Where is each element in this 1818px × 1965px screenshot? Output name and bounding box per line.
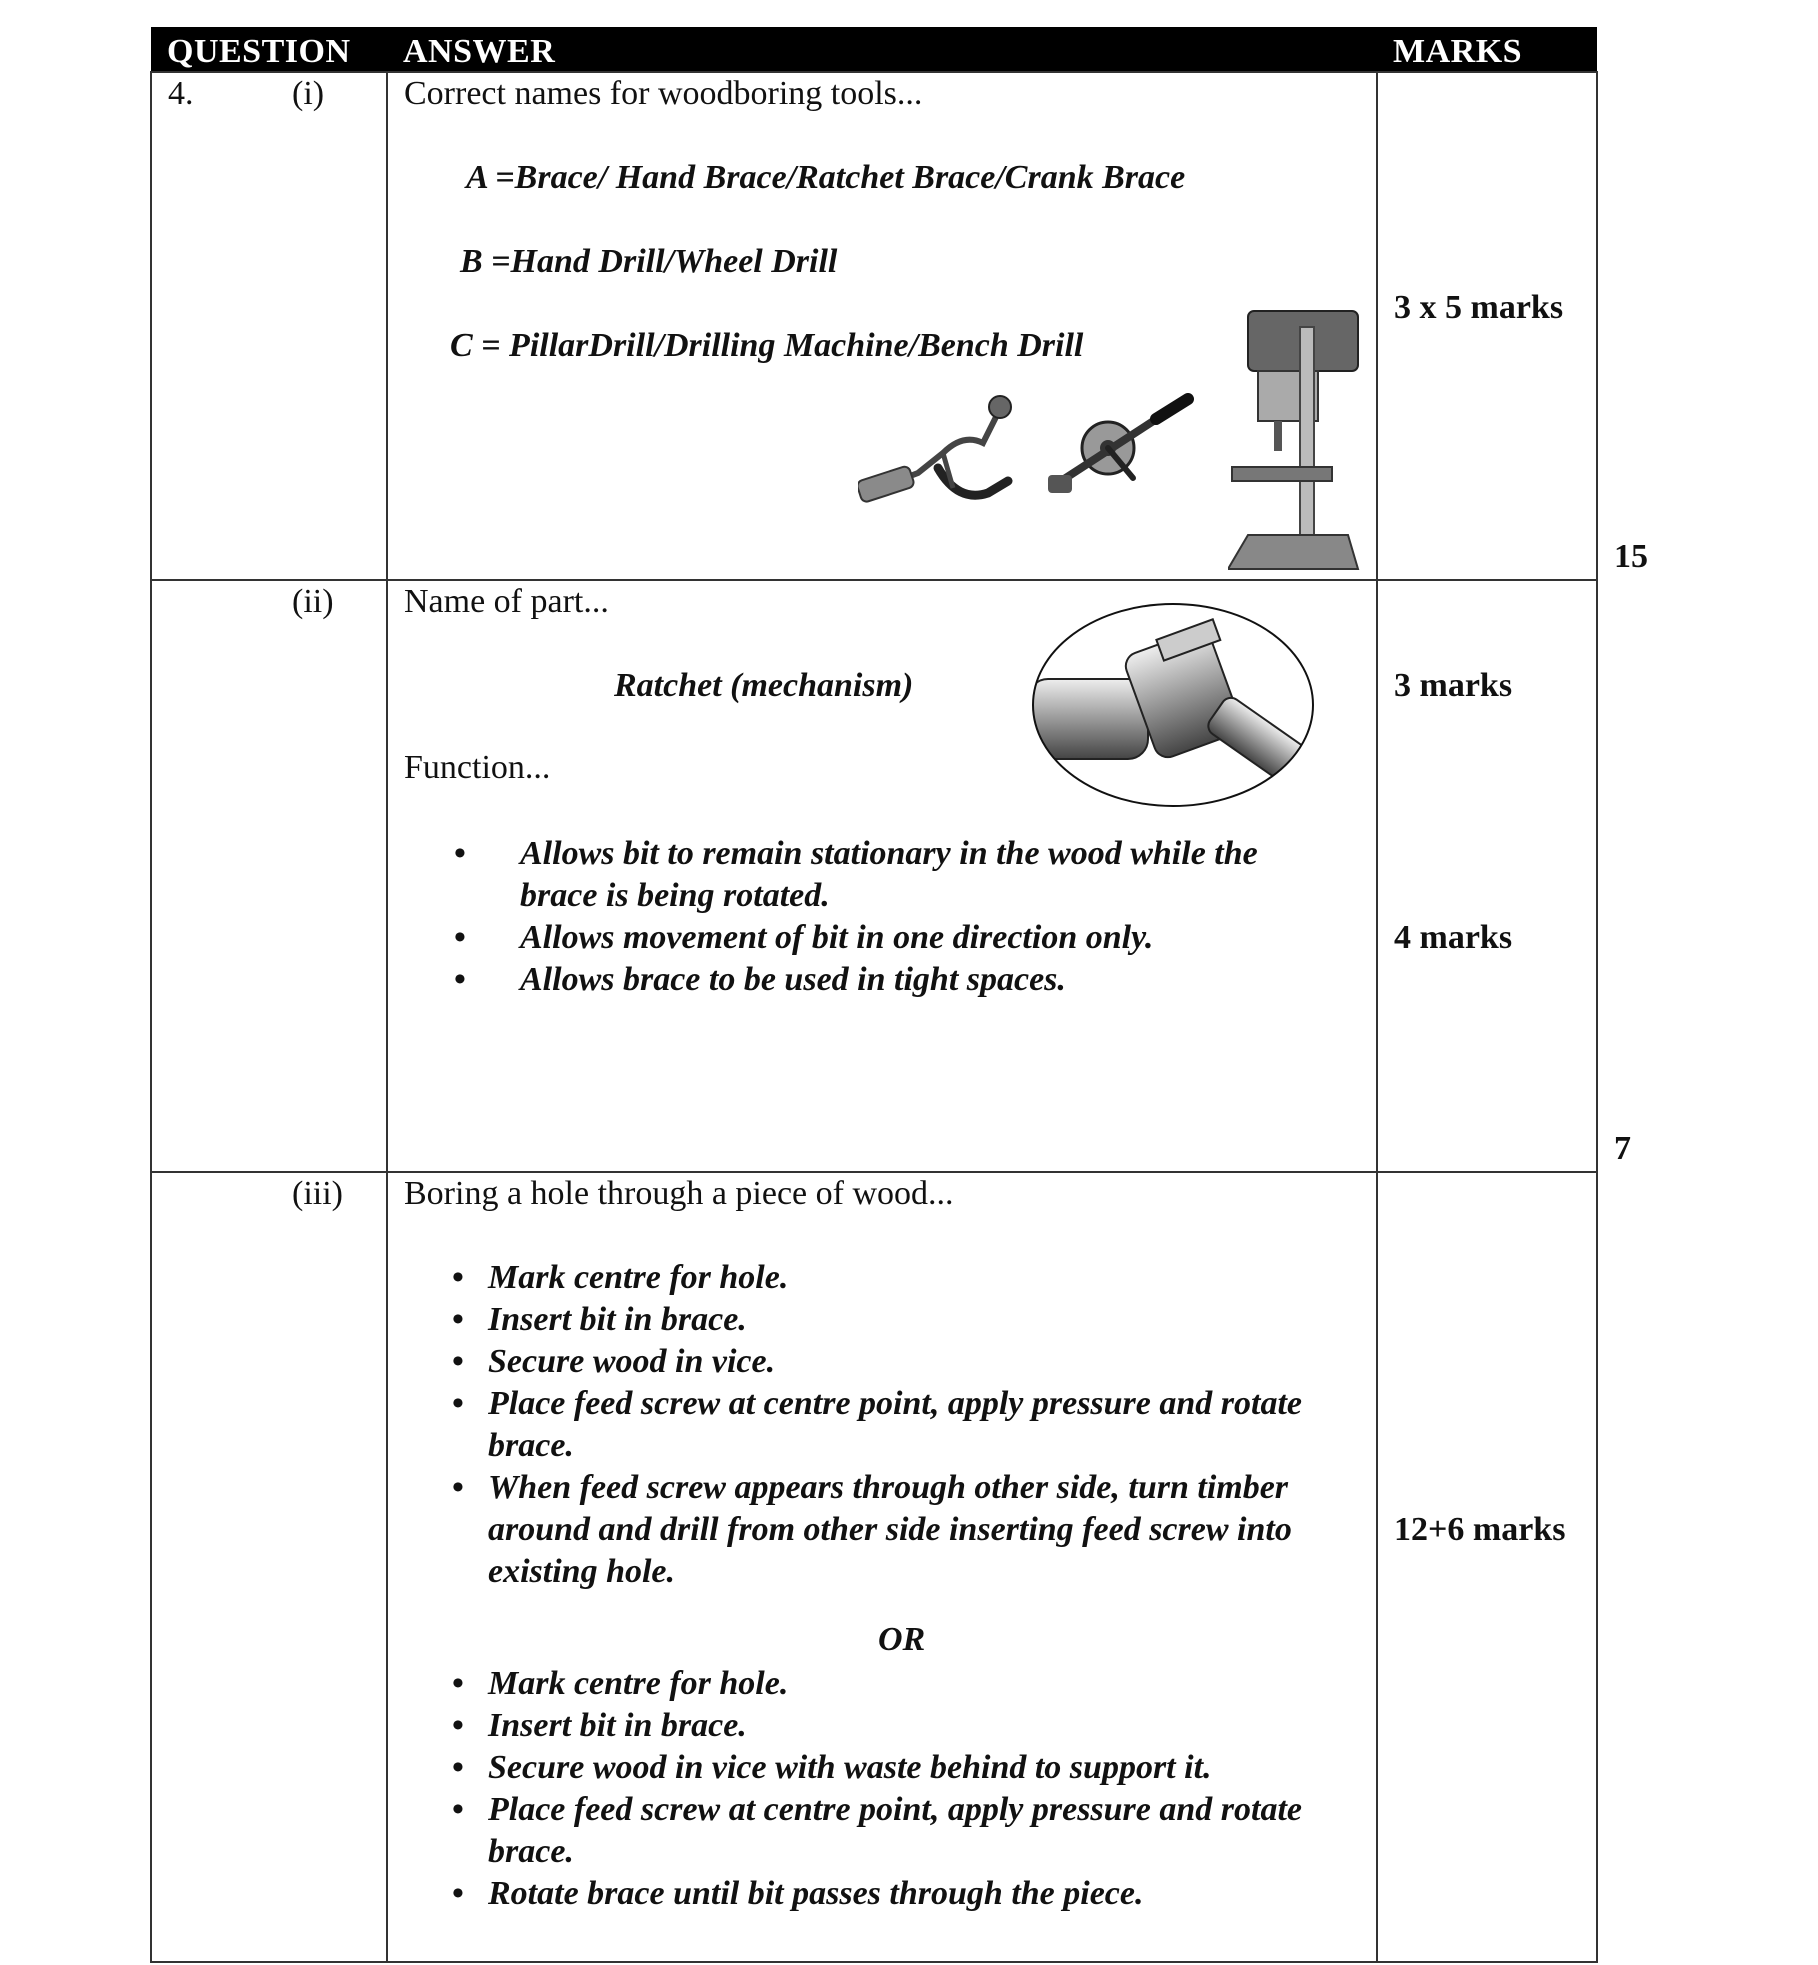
answer-cell-i (387, 72, 1377, 580)
marks-iii: 12+6 marks (1394, 1511, 1566, 1548)
marks-cell-ii (1377, 580, 1597, 1172)
header-question: QUESTION (151, 27, 387, 72)
side-total-first: 15 (1614, 538, 1648, 575)
method-step: • Insert bit in brace. (452, 1705, 1312, 1747)
method-step: • Secure wood in vice with waste behind to support it. (452, 1747, 1312, 1789)
function-lead: Function... (404, 749, 551, 786)
method-step: • Place feed screw at centre point, apply pressure and rotate brace. (452, 1789, 1312, 1873)
ratchet-mechanism-closeup (1028, 599, 1318, 811)
tool-name-c: C = PillarDrill/Drilling Machine/Bench Drill (450, 327, 1084, 364)
tool-name-b: B =Hand Drill/Wheel Drill (460, 243, 838, 280)
marks-cell-iii (1377, 1172, 1597, 1962)
method-step: • Rotate brace until bit passes through the piece. (452, 1873, 1312, 1915)
answer-lead-ii: Name of part... (404, 583, 609, 620)
header-answer: ANSWER (387, 27, 1377, 72)
method-step: • When feed screw appears through other side, turn timber around and drill from other side inserting feed screw into existing hole. (452, 1467, 1312, 1593)
question-cell-iii (151, 1172, 387, 1962)
row-part-i (151, 72, 1597, 580)
marks-part-name: 3 marks (1394, 667, 1513, 704)
marking-scheme-page (150, 27, 1596, 1963)
part-name: Ratchet (mechanism) (614, 667, 914, 704)
answer-lead-iii: Boring a hole through a piece of wood... (404, 1175, 954, 1212)
marking-scheme-table (150, 27, 1598, 1963)
method-a-list (452, 1257, 1312, 1593)
function-item: • Allows bit to remain stationary in the wood while the brace is being rotated. (454, 833, 1324, 917)
method-b-list (452, 1663, 1312, 1915)
question-part-ii: (ii) (292, 583, 334, 620)
marks-function: 4 marks (1394, 919, 1513, 956)
or-separator: OR (878, 1621, 926, 1658)
row-part-ii (151, 580, 1597, 1172)
pillar-drill-drawing (1228, 307, 1368, 575)
method-step: • Place feed screw at centre point, apply pressure and rotate brace. (452, 1383, 1312, 1467)
header-marks: MARKS (1377, 27, 1597, 72)
method-step: • Secure wood in vice. (452, 1341, 1312, 1383)
question-part-iii: (iii) (292, 1175, 343, 1212)
side-total-second: 7 (1614, 1130, 1631, 1167)
brace-drawing (858, 393, 1028, 523)
header-row (151, 27, 1597, 72)
question-cell-ii (151, 580, 387, 1172)
answer-cell-iii (387, 1172, 1377, 1962)
answer-cell-ii (387, 580, 1377, 1172)
question-part-i: (i) (292, 75, 325, 112)
function-list (454, 833, 1324, 1001)
question-number: 4. (168, 75, 194, 112)
marks-cell-i (1377, 72, 1597, 580)
tool-name-a: A =Brace/ Hand Brace/Ratchet Brace/Crank Brace (466, 159, 1186, 196)
marks-i: 3 x 5 marks (1394, 289, 1564, 326)
function-item: • Allows brace to be used in tight spaces. (454, 959, 1324, 1001)
function-item: • Allows movement of bit in one direction only. (454, 917, 1324, 959)
hand-drill-drawing (1048, 393, 1198, 503)
row-part-iii (151, 1172, 1597, 1962)
answer-lead-i: Correct names for woodboring tools... (404, 75, 923, 112)
method-step: • Mark centre for hole. (452, 1663, 1312, 1705)
method-step: • Insert bit in brace. (452, 1299, 1312, 1341)
question-cell-i (151, 72, 387, 580)
method-step: • Mark centre for hole. (452, 1257, 1312, 1299)
